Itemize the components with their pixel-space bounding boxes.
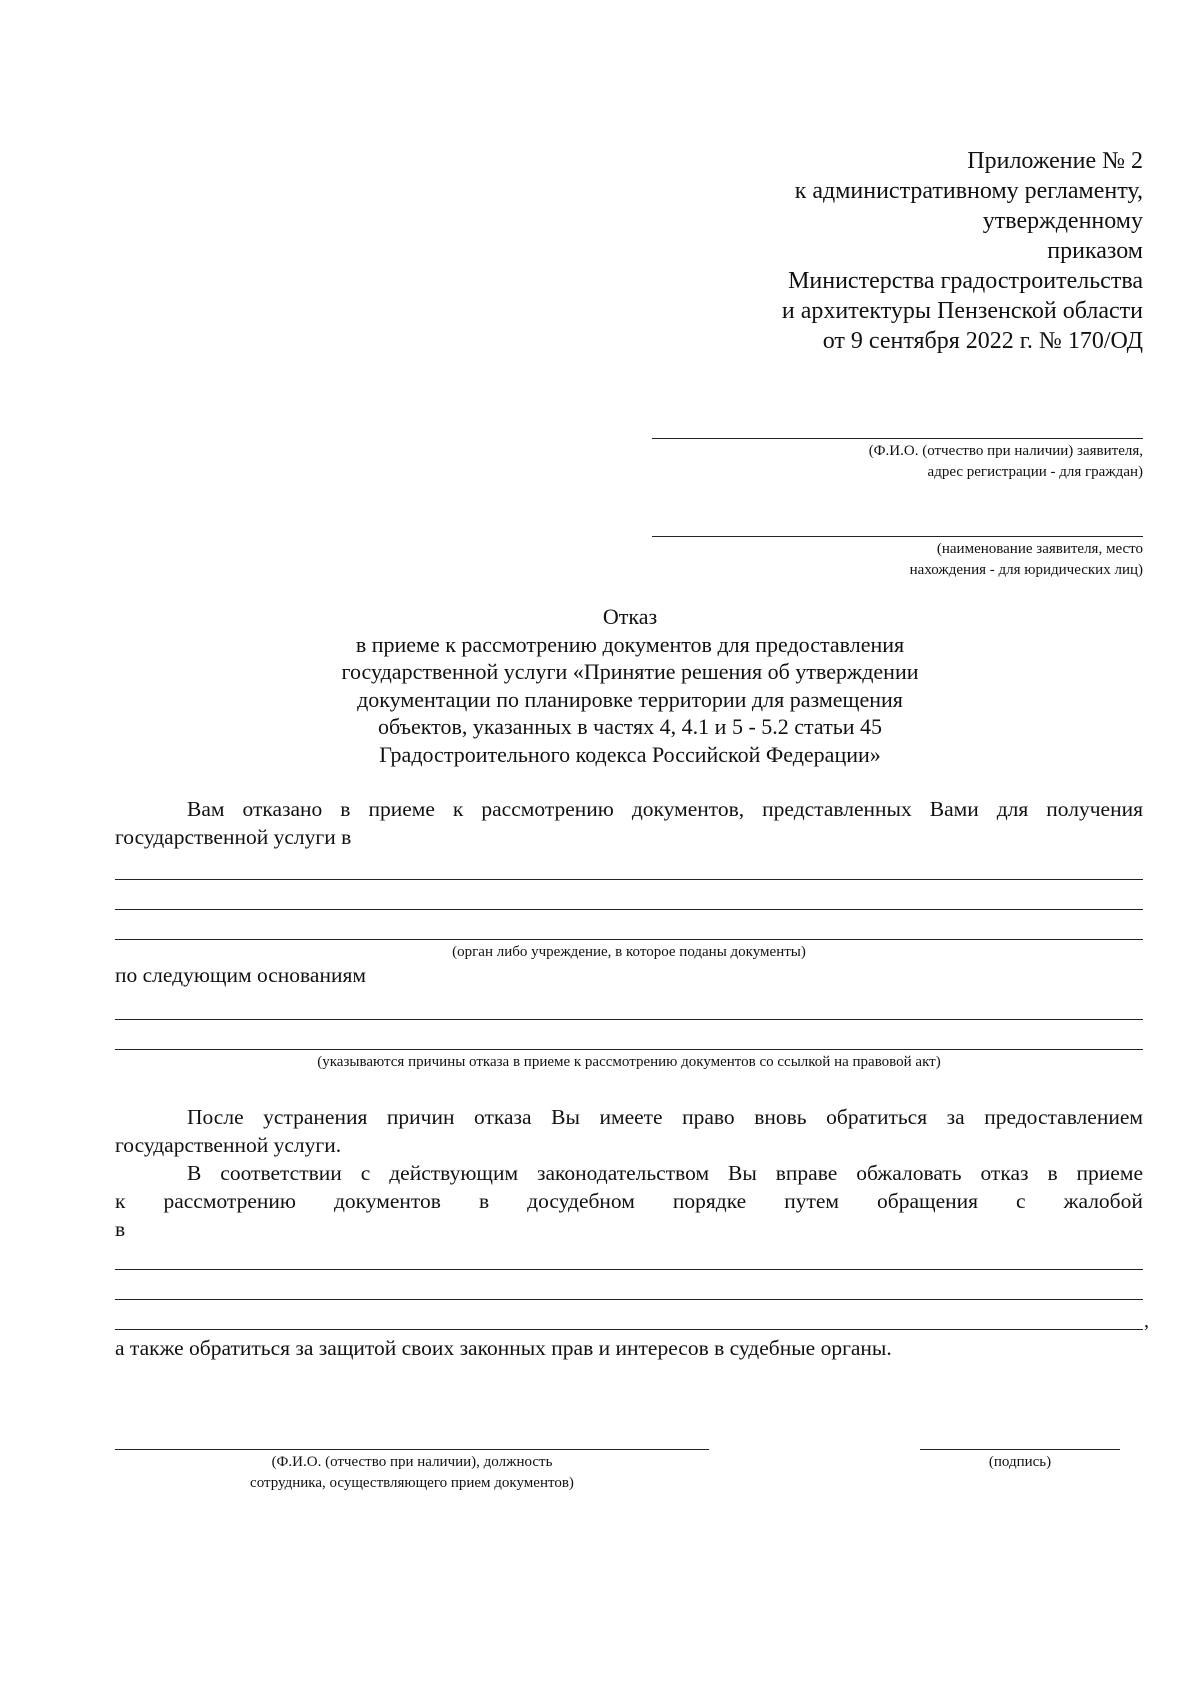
appendix-line: от 9 сентября 2022 г. № 170/ОД — [822, 328, 1143, 354]
word: досудебном — [527, 1189, 635, 1213]
applicant-person-caption — [700, 441, 1143, 483]
caption-line: (Ф.И.О. (отчество при наличии), должность — [271, 1454, 553, 1470]
word: порядке — [672, 1189, 747, 1213]
organ-line-3 — [115, 939, 1143, 940]
refusal-paragraph — [115, 795, 1143, 851]
applicant-org-caption — [700, 539, 1143, 581]
applicant-org-line — [652, 536, 1143, 537]
word: с — [1016, 1189, 1026, 1213]
word: рассмотрению — [163, 1189, 296, 1213]
grounds-line-1 — [115, 1019, 1143, 1020]
appendix-line: и архитектуры Пензенской области — [781, 298, 1143, 324]
title-line: в приеме к рассмотрению документов для предоставления — [355, 631, 905, 657]
signature-caption: (подпись) — [988, 1454, 1052, 1470]
organ-line-1 — [115, 879, 1143, 880]
title-line: Градостроительного кодекса Российской Федерации» — [379, 741, 881, 767]
caption-line: адрес регистрации - для граждан) — [927, 464, 1143, 480]
grounds-label: по следующим основаниям — [115, 963, 366, 987]
title-line: объектов, указанных в частях 4, 4.1 и 5 - 5.2 статьи 45 — [377, 714, 883, 739]
word: путем — [784, 1189, 840, 1213]
title-line: Отказ — [602, 604, 658, 629]
trailing-comma: , — [1144, 1310, 1149, 1332]
court-paragraph: а также обратиться за защитой своих законных прав и интересов в судебные органы. — [115, 1336, 892, 1360]
appendix-line: Приложение № 2 — [967, 148, 1143, 174]
grounds-caption: (указываются причины отказа в приеме к рассмотрению документов со ссылкой на правовой акт) — [317, 1054, 941, 1070]
appeal-line-2 — [115, 1299, 1143, 1300]
after-elimination-paragraph — [115, 1103, 1143, 1159]
employee-name-line — [115, 1449, 709, 1450]
paragraph-line: Вам отказано в приеме к рассмотрению документов, представленных Вами для получения — [187, 797, 1143, 821]
appendix-line: приказом — [1047, 238, 1143, 264]
appendix-header — [640, 146, 1143, 356]
appendix-line: к административному регламенту, — [794, 178, 1143, 204]
appeal-line-3 — [115, 1329, 1143, 1330]
applicant-person-line — [652, 438, 1143, 439]
paragraph-line-spread — [115, 1187, 1143, 1215]
appeal-paragraph — [115, 1159, 1143, 1243]
title-line: государственной услуги «Принятие решения об утверждении — [341, 659, 919, 684]
appendix-line: утвержденному — [982, 208, 1143, 234]
paragraph-line: государственной услуги. — [115, 1133, 342, 1157]
paragraph-line: В соответствии с действующим законодательством Вы вправе обжаловать отказ в приеме — [187, 1161, 1143, 1185]
appendix-line: Министерства градостроительства — [788, 268, 1143, 294]
organ-caption: (орган либо учреждение, в которое поданы документы) — [452, 944, 806, 960]
caption-line: (Ф.И.О. (отчество при наличии) заявителя, — [868, 443, 1143, 459]
paragraph-line: в — [115, 1217, 126, 1241]
signature-line — [920, 1449, 1120, 1450]
word: обращения — [877, 1189, 979, 1213]
word: жалобой — [1063, 1189, 1143, 1213]
word: в — [478, 1189, 490, 1213]
paragraph-line: После устранения причин отказа Вы имеете право вновь обратиться за предоставлением — [187, 1105, 1143, 1129]
paragraph-line: государственной услуги в — [115, 825, 352, 849]
caption-line: сотрудника, осуществляющего прием документов) — [250, 1475, 574, 1491]
title-line: документации по планировке территории для размещения — [357, 686, 903, 712]
word: к — [115, 1189, 126, 1213]
caption-line: (наименование заявителя, место — [936, 541, 1143, 557]
organ-line-2 — [115, 909, 1143, 910]
document-title — [200, 603, 1060, 768]
employee-caption — [115, 1452, 709, 1494]
word: документов — [333, 1189, 441, 1213]
caption-line: нахождения - для юридических лиц) — [909, 562, 1143, 578]
appeal-line-1 — [115, 1269, 1143, 1270]
grounds-line-2 — [115, 1049, 1143, 1050]
